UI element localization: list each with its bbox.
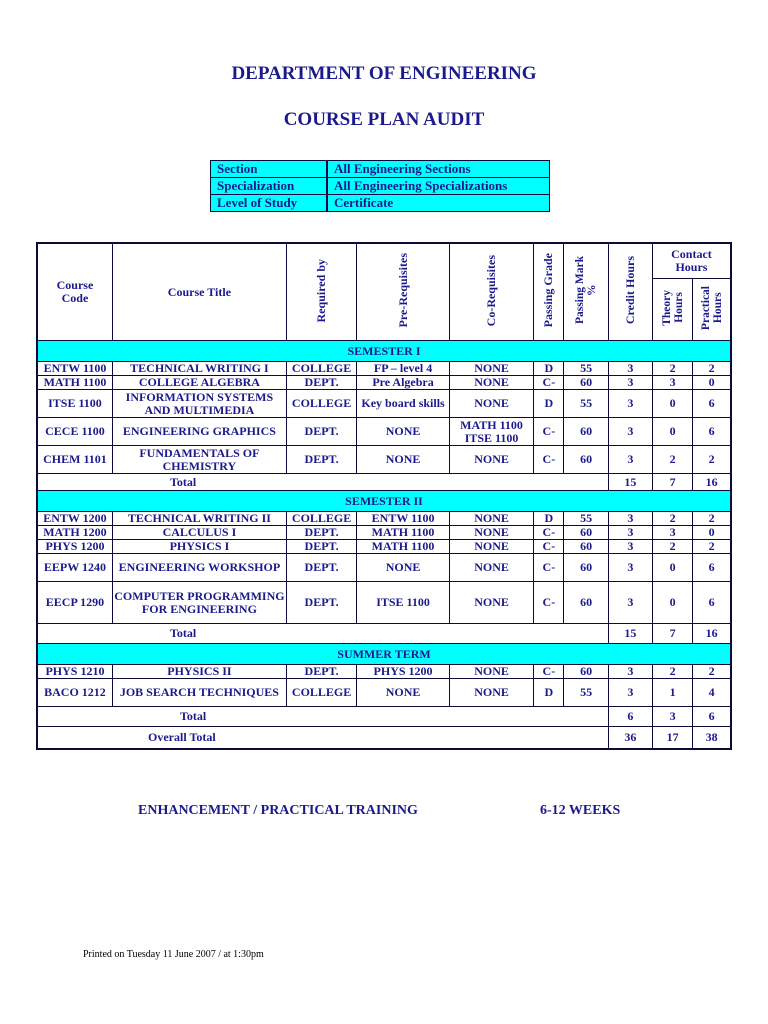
col-header-theory: Theory Hours: [652, 279, 692, 341]
passing-grade: D: [534, 679, 564, 707]
prerequisites: NONE: [357, 554, 450, 582]
department-title: DEPARTMENT OF ENGINEERING: [231, 63, 537, 84]
section-name: SEMESTER I: [37, 341, 731, 362]
section-name: SEMESTER II: [37, 491, 731, 512]
overall-total-row: [37, 727, 731, 749]
col-header-coreq: Co-Requisites: [449, 243, 533, 341]
enhancement-duration: 6-12 WEEKS: [540, 803, 621, 818]
section-header-row: [37, 491, 731, 512]
theory-hours: 0: [652, 554, 692, 582]
practical-hours: 0: [693, 376, 731, 390]
course-title: PHYSICS II: [112, 665, 286, 679]
total-theory: 3: [652, 707, 692, 727]
practical-hours: 2: [693, 665, 731, 679]
course-code: EECP 1290: [37, 582, 112, 624]
required-by: COLLEGE: [286, 390, 356, 418]
table-row: [37, 526, 731, 540]
passing-grade: D: [534, 390, 564, 418]
info-value: All Engineering Sections: [328, 161, 549, 177]
required-by: DEPT.: [286, 526, 356, 540]
practical-hours: 6: [693, 418, 731, 446]
info-row-section: [211, 161, 549, 177]
corequisites: NONE: [449, 446, 533, 474]
prerequisites: PHYS 1200: [357, 665, 450, 679]
corequisites: MATH 1100 ITSE 1100: [449, 418, 533, 446]
total-credit: 15: [608, 624, 652, 644]
section-header-row: [37, 644, 731, 665]
passing-grade: C-: [534, 418, 564, 446]
info-box: [210, 160, 550, 212]
passing-grade: C-: [534, 554, 564, 582]
credit-hours: 3: [608, 376, 652, 390]
prerequisites: ENTW 1100: [357, 512, 450, 526]
table-row: [37, 390, 731, 418]
required-by: DEPT.: [286, 446, 356, 474]
credit-hours: 3: [608, 582, 652, 624]
passing-mark: 55: [564, 679, 608, 707]
required-by: DEPT.: [286, 418, 356, 446]
col-header-mark: Passing Mark %: [564, 243, 608, 341]
practical-hours: 2: [693, 540, 731, 554]
prerequisites: NONE: [357, 679, 450, 707]
course-code: EEPW 1240: [37, 554, 112, 582]
required-by: DEPT.: [286, 554, 356, 582]
table-row: [37, 376, 731, 390]
col-header-required: Required by: [286, 243, 356, 341]
prerequisites: NONE: [357, 446, 450, 474]
passing-grade: D: [534, 512, 564, 526]
practical-hours: 0: [693, 526, 731, 540]
printed-footer: Printed on Tuesday 11 June 2007 / at 1:30pm: [83, 949, 264, 960]
col-header-title: Course Title: [112, 243, 286, 341]
corequisites: NONE: [449, 390, 533, 418]
course-code: ENTW 1100: [37, 362, 112, 376]
required-by: COLLEGE: [286, 362, 356, 376]
course-title: INFORMATION SYSTEMS AND MULTIMEDIA: [112, 390, 286, 418]
table-row: [37, 362, 731, 376]
total-practical: 6: [693, 707, 731, 727]
corequisites: NONE: [449, 376, 533, 390]
required-by: COLLEGE: [286, 512, 356, 526]
practical-hours: 2: [693, 446, 731, 474]
table-row: [37, 418, 731, 446]
credit-hours: 3: [608, 665, 652, 679]
theory-hours: 3: [652, 526, 692, 540]
corequisites: NONE: [449, 540, 533, 554]
credit-hours: 3: [608, 446, 652, 474]
prerequisites: Pre Algebra: [357, 376, 450, 390]
total-label: Total: [37, 707, 608, 727]
table-row: [37, 665, 731, 679]
total-practical: 16: [693, 624, 731, 644]
theory-hours: 2: [652, 362, 692, 376]
overall-total-label: Overall Total: [37, 727, 608, 749]
passing-mark: 55: [564, 512, 608, 526]
overall-total-theory: 17: [652, 727, 692, 749]
passing-mark: 60: [564, 418, 608, 446]
passing-mark: 60: [564, 554, 608, 582]
info-label: Specialization: [211, 178, 326, 194]
credit-hours: 3: [608, 540, 652, 554]
course-title: TECHNICAL WRITING II: [112, 512, 286, 526]
overall-total-credit: 36: [608, 727, 652, 749]
practical-hours: 2: [693, 362, 731, 376]
passing-mark: 60: [564, 376, 608, 390]
required-by: DEPT.: [286, 376, 356, 390]
table-header: [37, 243, 731, 279]
total-row: [37, 707, 731, 727]
course-plan-table: [36, 242, 732, 750]
theory-hours: 3: [652, 376, 692, 390]
info-row-specialization: [211, 178, 549, 194]
total-credit: 15: [608, 474, 652, 491]
practical-hours: 6: [693, 554, 731, 582]
total-practical: 16: [693, 474, 731, 491]
theory-hours: 2: [652, 446, 692, 474]
table-row: [37, 679, 731, 707]
table-body: [37, 341, 731, 749]
course-title: PHYSICS I: [112, 540, 286, 554]
passing-mark: 60: [564, 582, 608, 624]
credit-hours: 3: [608, 362, 652, 376]
corequisites: NONE: [449, 679, 533, 707]
course-code: PHYS 1200: [37, 540, 112, 554]
course-title: ENGINEERING WORKSHOP: [112, 554, 286, 582]
theory-hours: 2: [652, 512, 692, 526]
info-value: Certificate: [328, 195, 549, 211]
total-row: [37, 624, 731, 644]
info-label: Level of Study: [211, 195, 326, 211]
passing-grade: C-: [534, 665, 564, 679]
total-credit: 6: [608, 707, 652, 727]
table-row: [37, 582, 731, 624]
theory-hours: 0: [652, 582, 692, 624]
col-header-grade: Passing Grade: [534, 243, 564, 341]
practical-hours: 6: [693, 390, 731, 418]
info-row-level: [211, 195, 549, 211]
credit-hours: 3: [608, 679, 652, 707]
credit-hours: 3: [608, 390, 652, 418]
course-code: ENTW 1200: [37, 512, 112, 526]
col-header-practical: Practical Hours: [693, 279, 731, 341]
info-value: All Engineering Specializations: [328, 178, 549, 194]
prerequisites: Key board skills: [357, 390, 450, 418]
corequisites: NONE: [449, 526, 533, 540]
course-title: CALCULUS I: [112, 526, 286, 540]
theory-hours: 0: [652, 390, 692, 418]
prerequisites: FP – level 4: [357, 362, 450, 376]
prerequisites: MATH 1100: [357, 526, 450, 540]
table-row: [37, 540, 731, 554]
corequisites: NONE: [449, 665, 533, 679]
prerequisites: ITSE 1100: [357, 582, 450, 624]
practical-hours: 4: [693, 679, 731, 707]
theory-hours: 2: [652, 665, 692, 679]
col-header-code: Course Code: [37, 243, 112, 341]
total-label: Total: [37, 624, 608, 644]
total-row: [37, 474, 731, 491]
col-header-credit: Credit Hours: [608, 243, 652, 341]
credit-hours: 3: [608, 526, 652, 540]
course-title: COLLEGE ALGEBRA: [112, 376, 286, 390]
info-label: Section: [211, 161, 326, 177]
theory-hours: 1: [652, 679, 692, 707]
course-code: CECE 1100: [37, 418, 112, 446]
passing-mark: 55: [564, 390, 608, 418]
total-label: Total: [37, 474, 608, 491]
enhancement-label: ENHANCEMENT / PRACTICAL TRAINING: [138, 803, 418, 818]
passing-mark: 60: [564, 526, 608, 540]
table-row: [37, 512, 731, 526]
col-header-contact: Contact Hours: [652, 243, 731, 279]
course-code: ITSE 1100: [37, 390, 112, 418]
course-title: COMPUTER PROGRAMMING FOR ENGINEERING: [112, 582, 286, 624]
passing-grade: C-: [534, 376, 564, 390]
document-title: COURSE PLAN AUDIT: [283, 109, 485, 130]
passing-mark: 60: [564, 446, 608, 474]
credit-hours: 3: [608, 418, 652, 446]
course-code: PHYS 1210: [37, 665, 112, 679]
corequisites: NONE: [449, 362, 533, 376]
course-title: TECHNICAL WRITING I: [112, 362, 286, 376]
course-title: JOB SEARCH TECHNIQUES: [112, 679, 286, 707]
prerequisites: MATH 1100: [357, 540, 450, 554]
prerequisites: NONE: [357, 418, 450, 446]
passing-grade: C-: [534, 446, 564, 474]
passing-grade: C-: [534, 582, 564, 624]
course-code: CHEM 1101: [37, 446, 112, 474]
course-title: ENGINEERING GRAPHICS: [112, 418, 286, 446]
passing-mark: 60: [564, 540, 608, 554]
credit-hours: 3: [608, 554, 652, 582]
required-by: COLLEGE: [286, 679, 356, 707]
section-header-row: [37, 341, 731, 362]
section-name: SUMMER TERM: [37, 644, 731, 665]
course-code: MATH 1100: [37, 376, 112, 390]
theory-hours: 2: [652, 540, 692, 554]
required-by: DEPT.: [286, 665, 356, 679]
corequisites: NONE: [449, 582, 533, 624]
corequisites: NONE: [449, 512, 533, 526]
table-row: [37, 554, 731, 582]
required-by: DEPT.: [286, 582, 356, 624]
passing-grade: C-: [534, 540, 564, 554]
total-theory: 7: [652, 624, 692, 644]
passing-mark: 55: [564, 362, 608, 376]
col-header-prereq: Pre-Requisites: [357, 243, 450, 341]
table-row: [37, 446, 731, 474]
overall-total-practical: 38: [693, 727, 731, 749]
total-theory: 7: [652, 474, 692, 491]
practical-hours: 6: [693, 582, 731, 624]
passing-mark: 60: [564, 665, 608, 679]
practical-hours: 2: [693, 512, 731, 526]
passing-grade: C-: [534, 526, 564, 540]
passing-grade: D: [534, 362, 564, 376]
required-by: DEPT.: [286, 540, 356, 554]
course-code: MATH 1200: [37, 526, 112, 540]
course-title: FUNDAMENTALS OF CHEMISTRY: [112, 446, 286, 474]
course-code: BACO 1212: [37, 679, 112, 707]
credit-hours: 3: [608, 512, 652, 526]
theory-hours: 0: [652, 418, 692, 446]
corequisites: NONE: [449, 554, 533, 582]
